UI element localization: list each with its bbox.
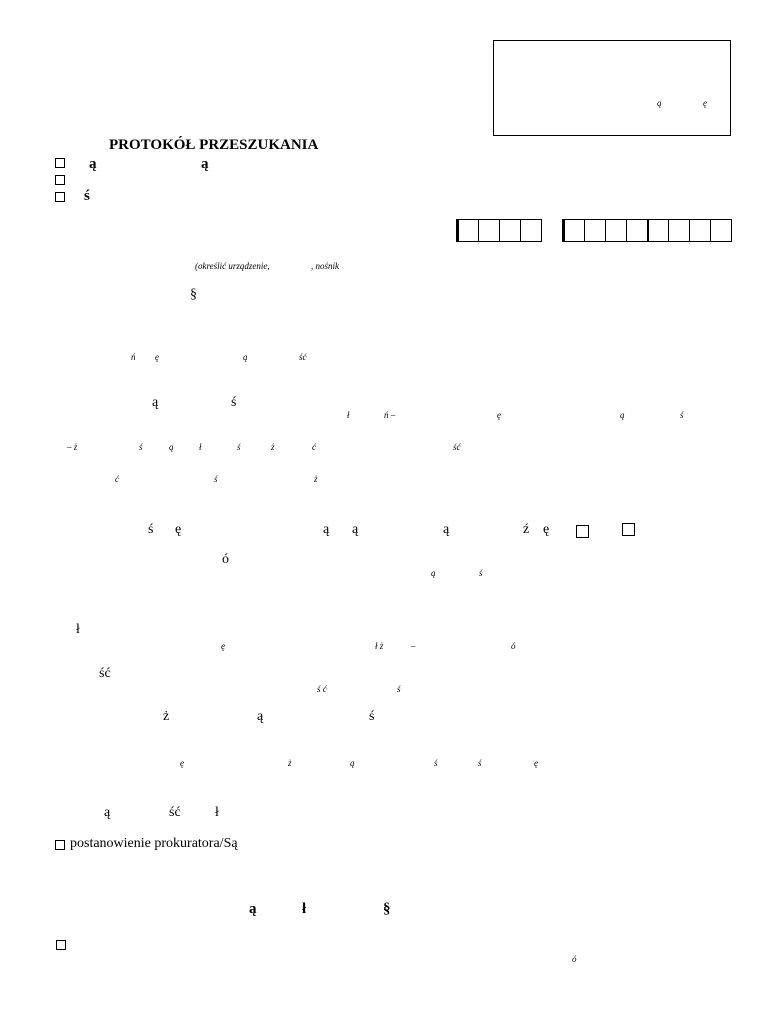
line-12-glyph: §: [383, 901, 391, 917]
line-11-glyph: ł: [215, 805, 219, 820]
line-3-glyph: ż: [271, 442, 275, 452]
option-1-glyph: ą: [89, 156, 97, 172]
line-3-glyph: ś: [139, 442, 143, 452]
checkbox-no[interactable]: [622, 523, 635, 536]
id-cell[interactable]: [668, 220, 689, 241]
line-5-glyph: ą: [352, 522, 359, 537]
checkbox-option-3[interactable]: [55, 192, 65, 202]
line-3-glyph: ś: [237, 442, 241, 452]
line-9-glyph: ż: [163, 709, 170, 724]
line-11-glyph: ą: [104, 805, 111, 820]
id-cell[interactable]: [584, 220, 605, 241]
line-8-small-glyph: ś: [397, 684, 401, 694]
line-2-glyph: ą: [152, 395, 159, 410]
id-cell[interactable]: [710, 220, 731, 241]
line-8-small-glyph: ś ć: [317, 684, 327, 694]
line-12-glyph: ą: [249, 901, 257, 917]
id-cell[interactable]: [457, 220, 478, 241]
line-6-small-glyph: ś: [479, 568, 483, 578]
id-cell[interactable]: [478, 220, 499, 241]
device-hint: , nośnik: [311, 261, 339, 271]
id-cell[interactable]: [647, 220, 668, 241]
line-10-glyph: ś: [434, 758, 438, 768]
line-5-glyph: ź: [523, 522, 530, 537]
line-3-glyph: ą: [169, 442, 174, 452]
line-10-glyph: ę: [180, 758, 184, 768]
line-4-glyph: ż: [314, 474, 318, 484]
bottom-small-glyph: ó: [572, 954, 577, 964]
line-10-glyph: ę: [534, 758, 538, 768]
line-6-small-glyph: ą: [431, 568, 436, 578]
line-1-glyph: ń: [131, 352, 136, 362]
option-1-glyph: ą: [201, 156, 209, 172]
stamp-glyph: ą: [657, 98, 662, 108]
id-cell[interactable]: [499, 220, 520, 241]
line-4-glyph: ć: [115, 474, 119, 484]
id-cell[interactable]: [605, 220, 626, 241]
line-3-glyph: ł: [199, 442, 202, 452]
line-9-glyph: ą: [257, 709, 264, 724]
line-5-glyph: ą: [443, 522, 450, 537]
line-2-small-glyph: ę: [497, 410, 501, 420]
line-4-glyph: ś: [214, 474, 218, 484]
line-3-glyph: ść: [453, 442, 461, 452]
id-cell[interactable]: [689, 220, 710, 241]
line-5-glyph: ś: [148, 522, 154, 537]
id-cell[interactable]: [520, 220, 541, 241]
line-2-small-glyph: ń –: [384, 410, 396, 420]
line-10-glyph: ą: [350, 758, 355, 768]
device-hint: (określić urządzenie,: [195, 261, 270, 271]
line-5-glyph: ę: [175, 522, 182, 537]
line-5-glyph: ą: [323, 522, 330, 537]
id-cell[interactable]: [626, 220, 647, 241]
option-3-glyph: ś: [84, 188, 90, 204]
line-6-glyph: ó: [222, 552, 229, 567]
line-7-small-glyph: ó: [511, 641, 516, 651]
checkbox-order[interactable]: [55, 840, 65, 850]
id-cells-right[interactable]: [562, 219, 732, 242]
stamp-box: [493, 40, 731, 136]
line-10-glyph: ż: [288, 758, 292, 768]
line-10-glyph: ś: [478, 758, 482, 768]
line-7-glyph: ł: [76, 622, 80, 637]
line-7-small-glyph: –: [411, 641, 416, 651]
line-7-small-glyph: ł ż: [375, 641, 384, 651]
line-7-small-glyph: ę: [221, 641, 225, 651]
line-5-glyph: ę: [543, 522, 550, 537]
checkbox-bottom[interactable]: [56, 940, 66, 950]
line-2-small-glyph: ą: [620, 410, 625, 420]
line-1-glyph: ę: [155, 352, 159, 362]
section-mark: §: [190, 287, 197, 302]
id-cell[interactable]: [563, 220, 584, 241]
line-8-glyph: ść: [99, 666, 111, 681]
line-3-glyph: ć: [312, 442, 316, 452]
line-12-glyph: ł: [302, 901, 307, 917]
line-1-glyph: ą: [243, 352, 248, 362]
order-option-label: postanowienie prokuratora/Są: [70, 836, 238, 851]
checkbox-option-1[interactable]: [55, 158, 65, 168]
line-3-glyph: – ż: [67, 442, 78, 452]
line-1-glyph: ść: [299, 352, 307, 362]
line-9-glyph: ś: [369, 709, 375, 724]
stamp-glyph: ę: [703, 98, 707, 108]
line-2-glyph: ś: [231, 395, 237, 410]
line-2-small-glyph: ś: [680, 410, 684, 420]
line-2-small-glyph: ł: [347, 410, 350, 420]
checkbox-yes[interactable]: [576, 525, 589, 538]
line-11-glyph: ść: [169, 805, 181, 820]
page-title: PROTOKÓŁ PRZESZUKANIA: [109, 137, 319, 153]
id-cells-left[interactable]: [456, 219, 542, 242]
checkbox-option-2[interactable]: [55, 175, 65, 185]
